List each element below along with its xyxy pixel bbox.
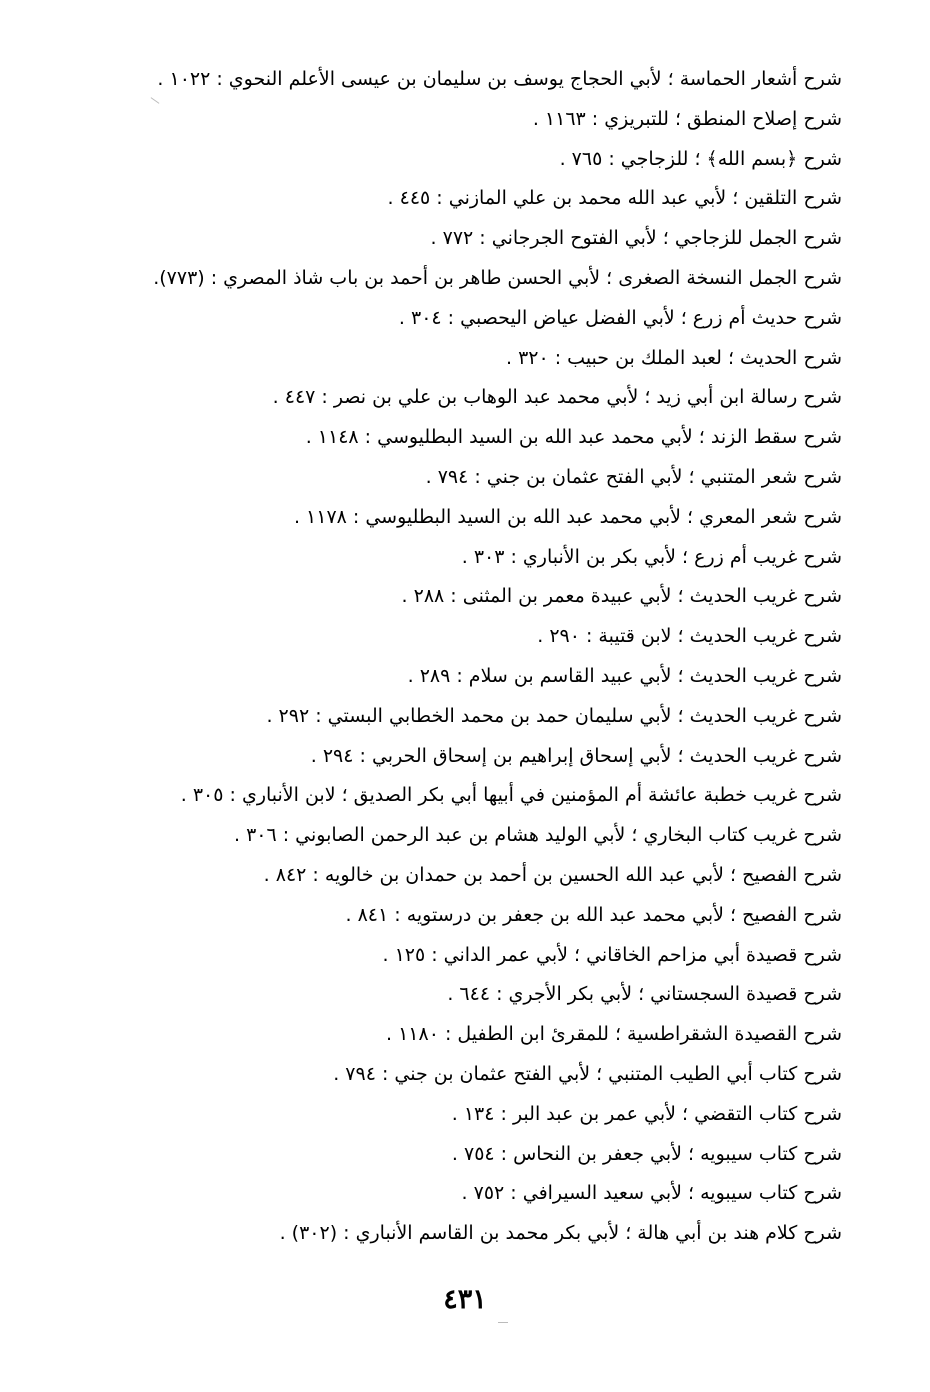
index-entry: شرح الجمل النسخة الصغرى ؛ لأبي الحسن طاهر بن أحمد بن باب شاذ المصري : (٧٧٣).	[153, 266, 842, 289]
index-entry: شرح كتاب التقضي ؛ لأبي عمر بن عبد البر : ١٣٤ .	[451, 1102, 842, 1125]
index-entry: شرح كتاب سيبويه ؛ لأبي سعيد السيرافي : ٧٥٢ .	[461, 1182, 842, 1205]
index-entry: شرح غريب كتاب البخاري ؛ لأبي الوليد هشام بن عبد الرحمن الصابوني : ٣٠٦ .	[233, 824, 842, 847]
index-entry: شرح الفصيح ؛ لأبي محمد عبد الله بن جعفر بن درستويه : ٨٤١ .	[345, 903, 842, 926]
page-number: ٤٣١	[443, 1284, 487, 1315]
index-entry: شرح كلام هند بن أبي هالة ؛ لأبي بكر محمد بن القاسم الأنباري : (٣٠٢) .	[279, 1222, 842, 1245]
index-entry: شرح قصيدة السجستاني ؛ لأبي بكر الأجري : ٦٤٤ .	[447, 983, 842, 1006]
index-entry: شرح كتاب سيبويه ؛ لأبي جعفر بن النحاس : ٧٥٤ .	[451, 1142, 842, 1165]
index-entry: شرح سقط الزند ؛ لأبي محمد عبد الله بن السيد البطليوسي : ١١٤٨ .	[305, 426, 842, 449]
index-entry: شرح غريب الحديث ؛ لأبي سليمان حمد بن محمد الخطابي البستي : ٢٩٢ .	[266, 704, 842, 727]
index-entry: شرح شعر المعري ؛ لأبي محمد عبد الله بن السيد البطليوسي : ١١٧٨ .	[293, 505, 842, 528]
index-entry-list	[52, 60, 842, 1254]
index-entry: شرح الحديث ؛ لعبد الملك بن حبيب : ٣٢٠ .	[505, 346, 842, 369]
index-entry: شرح ﴿بسم الله﴾ ؛ للزجاجي : ٧٦٥ .	[559, 147, 842, 170]
index-entry: شرح كتاب أبي الطيب المتنبي ؛ لأبي الفتح عثمان بن جني : ٧٩٤ .	[333, 1062, 842, 1085]
index-entry: شرح رسالة ابن أبي زيد ؛ لأبي محمد عبد الوهاب بن علي بن نصر : ٤٤٧ .	[272, 386, 842, 409]
index-entry: شرح شعر المتنبي ؛ لأبي الفتح عثمان بن جني : ٧٩٤ .	[425, 465, 842, 488]
scan-speck	[498, 1322, 508, 1323]
index-entry: شرح القصيدة الشقراطسية ؛ للمقرئ ابن الطفيل : ١١٨٠ .	[386, 1023, 842, 1046]
index-entry: شرح حديث أم زرع ؛ لأبي الفضل عياض اليحصبي : ٣٠٤ .	[398, 306, 842, 329]
index-entry: شرح الجمل للزجاجي ؛ لأبي الفتوح الجرجاني : ٧٧٢ .	[430, 227, 842, 250]
index-entry: شرح إصلاح المنطق ؛ للتبريزي : ١١٦٣ .	[532, 107, 842, 130]
index-entry: شرح غريب الحديث ؛ لأبي عبيدة معمر بن المثنى : ٢٨٨ .	[401, 585, 842, 608]
index-entry: شرح التلقين ؛ لأبي عبد الله محمد بن علي المازني : ٤٤٥ .	[387, 187, 842, 210]
index-entry: شرح الفصيح ؛ لأبي عبد الله الحسين بن أحمد بن حمدان بن خالويه : ٨٤٢ .	[263, 863, 842, 886]
index-entry: شرح قصيدة أبي مزاحم الخاقاني ؛ لأبي عمر الداني : ١٢٥ .	[382, 943, 842, 966]
index-entry: شرح غريب أم زرع ؛ لأبي بكر بن الأنباري : ٣٠٣ .	[461, 545, 842, 568]
index-entry: شرح غريب الحديث ؛ لأبي إسحاق إبراهيم بن إسحاق الحربي : ٢٩٤ .	[310, 744, 842, 767]
index-entry: شرح غريب الحديث ؛ لأبي عبيد القاسم بن سلام : ٢٨٩ .	[407, 664, 842, 687]
index-entry: شرح غريب خطبة عائشة أم المؤمنين في أبيها أبي بكر الصديق ؛ لابن الأنباري : ٣٠٥ .	[180, 784, 842, 807]
index-entry: شرح غريب الحديث ؛ لابن قتيبة : ٢٩٠ .	[537, 625, 842, 648]
index-entry: شرح أشعار الحماسة ؛ لأبي الحجاج يوسف بن سليمان بن عيسى الأعلم النحوي : ١٠٢٢ .	[157, 68, 842, 90]
